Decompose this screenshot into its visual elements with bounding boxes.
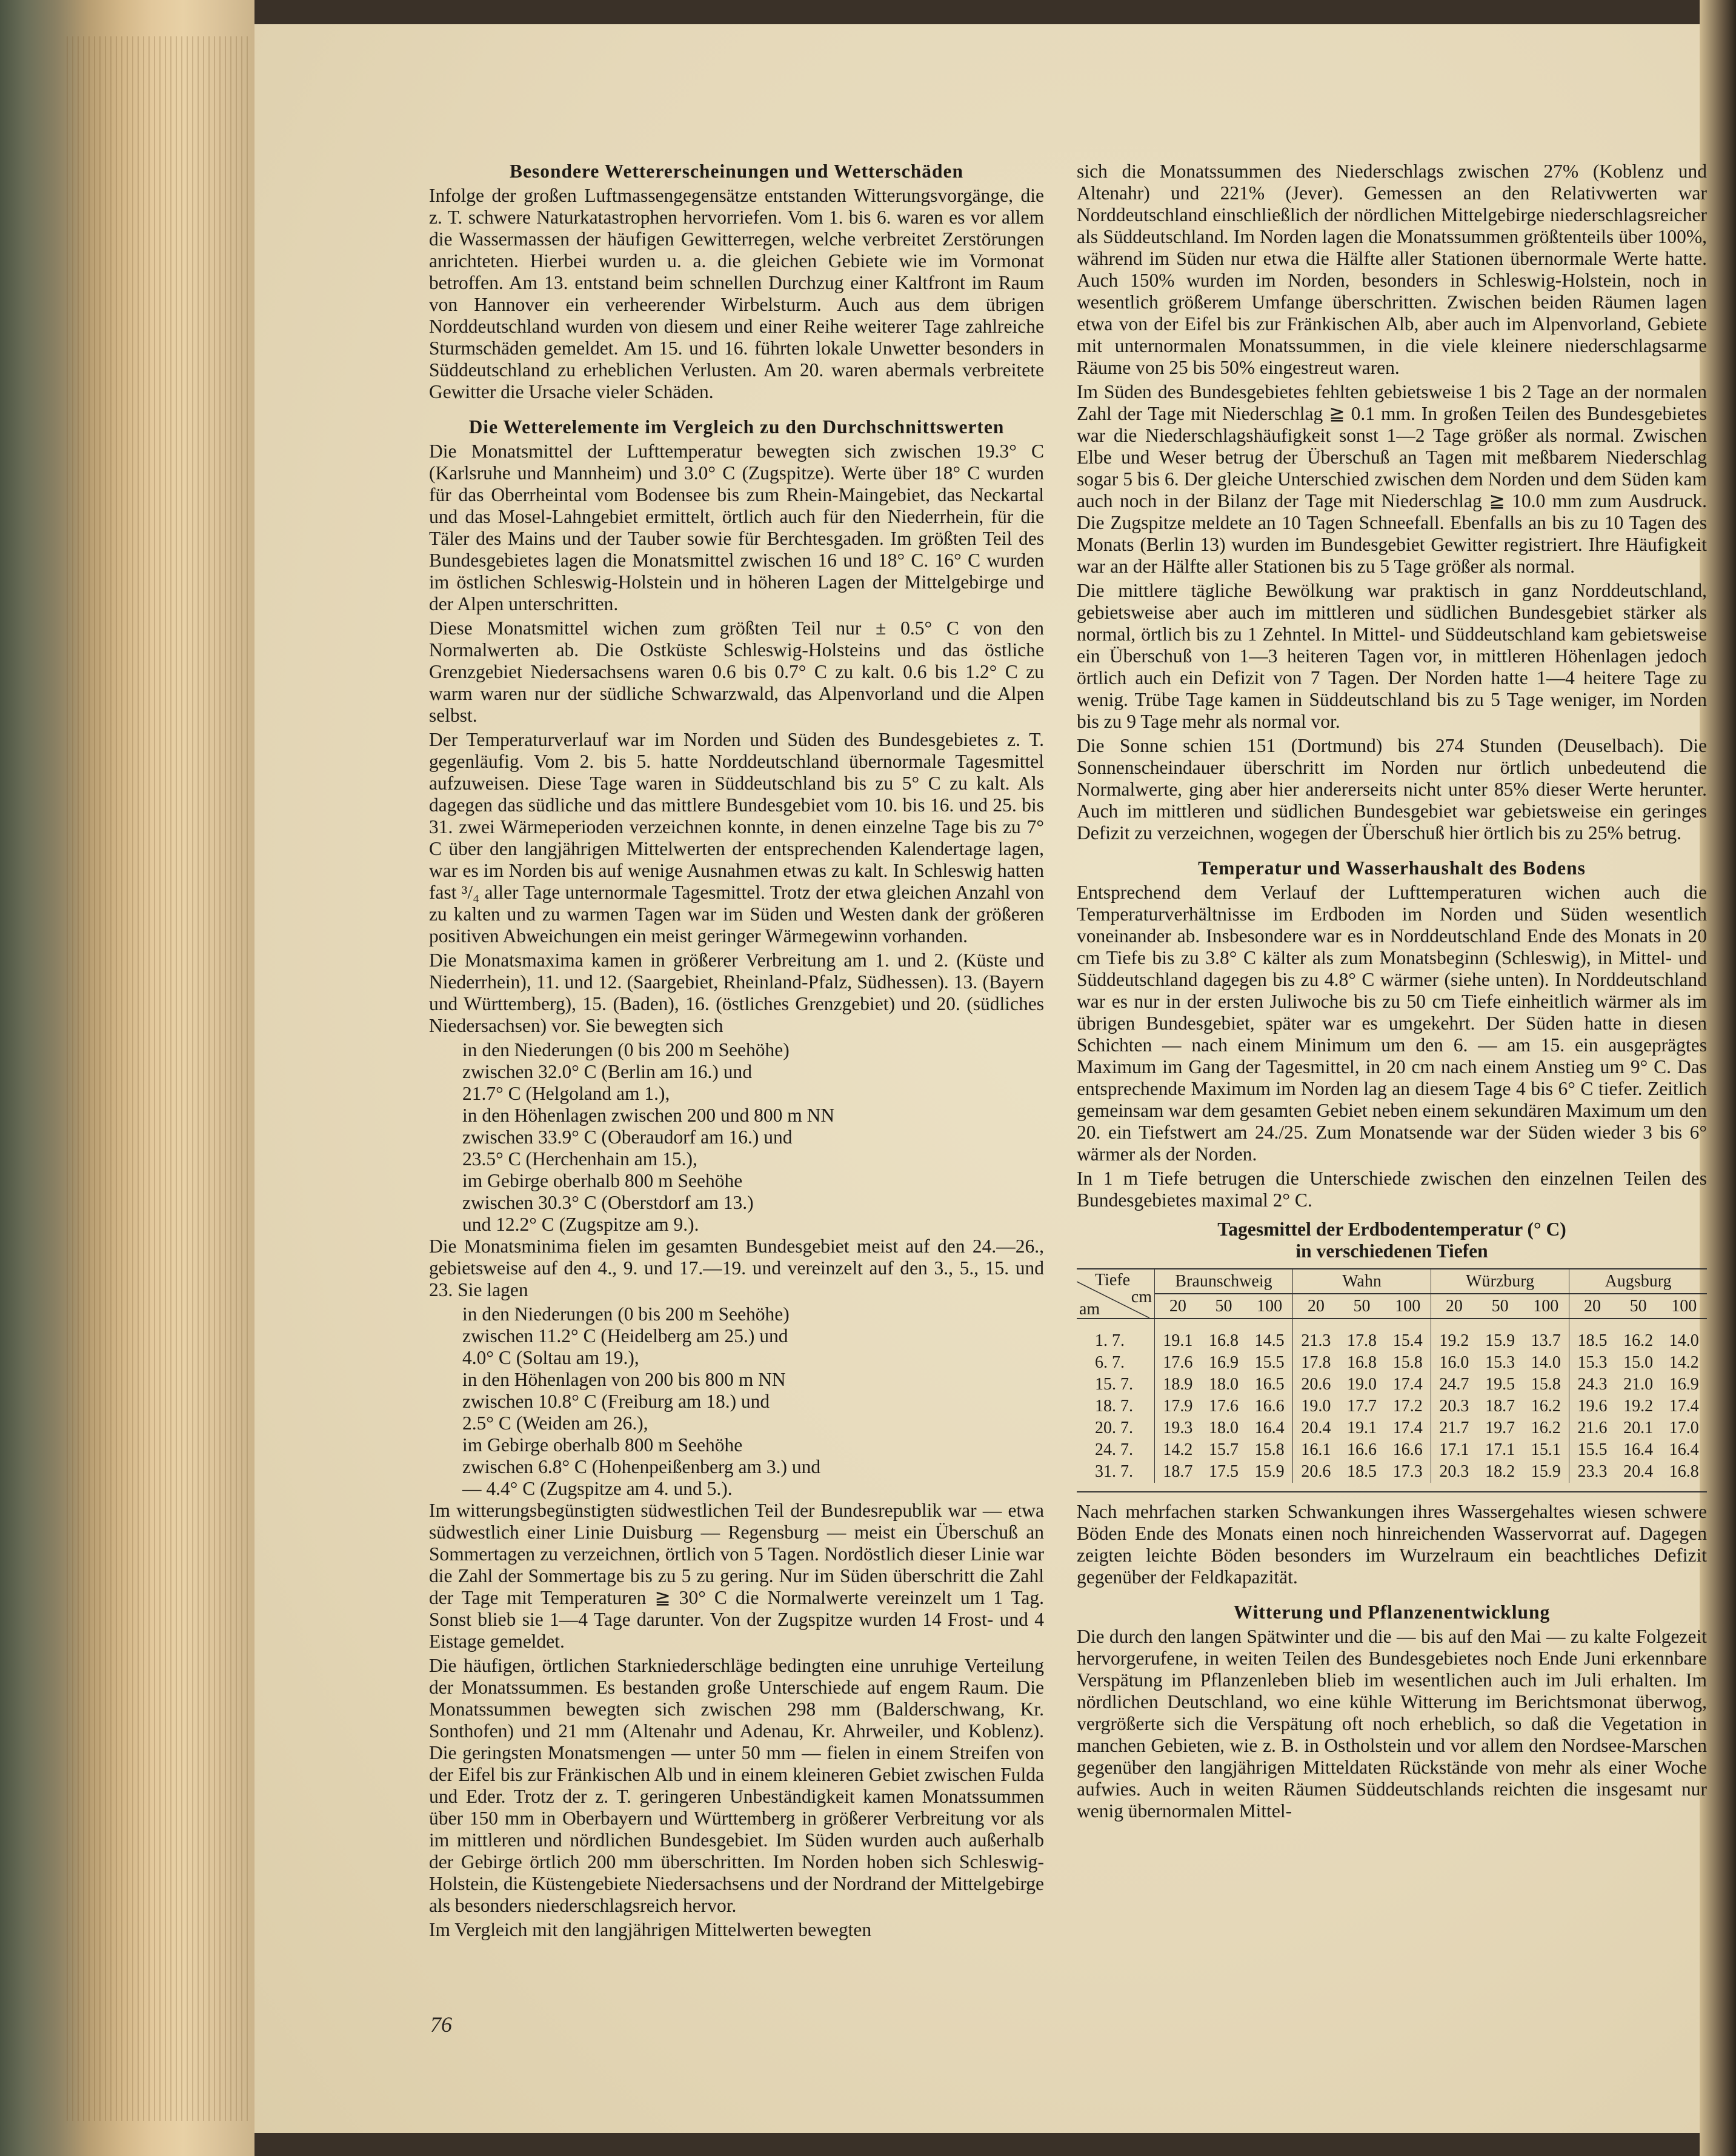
temperature-cell: 16.6 <box>1347 1440 1377 1459</box>
temperature-cell: 16.8 <box>1209 1331 1239 1350</box>
section-heading: Witterung und Pflanzenentwicklung <box>1233 1602 1551 1623</box>
temperature-cell: 17.6 <box>1163 1353 1193 1372</box>
temperature-cell: 21.0 <box>1623 1375 1654 1394</box>
temperature-cell: 19.1 <box>1163 1331 1193 1350</box>
minima-list <box>429 1303 1044 1500</box>
temperature-cell: 16.6 <box>1254 1397 1285 1416</box>
temperature-cell: 17.7 <box>1347 1397 1377 1416</box>
section-heading: Temperatur und Wasserhaushalt des Bodens <box>1198 857 1586 879</box>
temperature-cell: 16.2 <box>1623 1331 1654 1350</box>
depth-header: 50 <box>1215 1296 1232 1316</box>
temperature-cell: 20.6 <box>1293 1374 1339 1396</box>
table-bottom-rule <box>1077 1491 1707 1492</box>
list-item: 4.0° C (Soltau am 19.), <box>462 1347 639 1368</box>
temperature-cell: 17.1 <box>1485 1440 1515 1459</box>
table-row <box>1077 1417 1707 1439</box>
page-number: 76 <box>430 2012 452 2037</box>
list-item: zwischen 32.0° C (Berlin am 16.) und <box>462 1061 753 1082</box>
temperature-cell: 19.2 <box>1623 1397 1654 1416</box>
temperature-cell: 14.0 <box>1669 1331 1699 1350</box>
temperature-cell: 15.4 <box>1392 1331 1423 1350</box>
depth-header: 100 <box>1671 1296 1697 1316</box>
temperature-cell: 16.2 <box>1531 1419 1561 1437</box>
temperature-cell: 17.4 <box>1669 1397 1699 1416</box>
date-cell: 20. 7. <box>1077 1417 1155 1439</box>
list-item: zwischen 6.8° C (Hohenpeißenberg am 3.) und <box>462 1456 821 1477</box>
temperature-cell: 17.3 <box>1392 1462 1423 1481</box>
date-cell: 15. 7. <box>1077 1374 1155 1396</box>
paragraph: Die Sonne schien 151 (Dortmund) bis 274 Stunden (Deuselbach). Die Sonnenscheindauer überschritt im Norden nur örtlich unbedeutend die Normalwerte, ging aber hier andererseits nicht unter 85% dieser Werte herunter. Auch im mittleren und südlichen Bundesgebiet war gebietsweise ein geringes Defizit zu verzeichnen, wogegen der Überschuß hier örtlich bis zu 25% betrug. <box>1077 735 1707 843</box>
temperature-cell: 15.9 <box>1254 1462 1285 1481</box>
maxima-list <box>429 1039 1044 1236</box>
table-row <box>1077 1461 1707 1483</box>
temperature-cell: 14.5 <box>1254 1331 1285 1350</box>
list-item: in den Niederungen (0 bis 200 m Seehöhe) <box>462 1303 790 1325</box>
temperature-cell: 18.7 <box>1163 1462 1193 1481</box>
temperature-cell: 20.4 <box>1293 1417 1339 1439</box>
temperature-cell: 19.3 <box>1163 1419 1193 1437</box>
depth-header: 50 <box>1353 1296 1371 1316</box>
temperature-cell: 20.1 <box>1623 1419 1654 1437</box>
table-row <box>1077 1374 1707 1396</box>
temperature-cell: 15.8 <box>1392 1353 1423 1372</box>
temperature-cell: 16.0 <box>1431 1352 1477 1374</box>
list-item: im Gebirge oberhalb 800 m Seehöhe <box>462 1434 743 1456</box>
paragraph: Entsprechend dem Verlauf der Lufttemperaturen wichen auch die Temperaturverhältnisse im Erdboden im Norden und Süden wesentlich voneinander ab. Insbesondere war es in Norddeutschland Ende des Monats in 20 cm Tiefe bis zu 3.8° C kälter als zum Monatsbeginn (Schleswig), in Mittel- und Süddeutschland dagegen bis zu 4.8° C wärmer (siehe unten). In Norddeutschland war es nur in der ersten Juliwoche bis zu 50 cm Tiefe einheitlich wärmer als im übrigen Bundesgebiet, später war es umgekehrt. Der Süden hatte in diesen Schichten — nach einem Minimum um den 6. — am 15. ein ausgeprägtes Maximum im Gang der Tagesmittel, in 20 cm nach einem Anstieg um 9° C. Das entsprechende Maximum im Norden lag an diesem Tage 4 bis 6° C tiefer. Zeitlich gemeinsam war dem gesamten Gebiet neben einem sekundären Maximum um den 20. ein Tiefstwert am 24./25. Zum Monatsende war der Süden wieder 3 bis 6° wärmer als der Norden. <box>1077 882 1707 1165</box>
table-corner-cell <box>1077 1269 1155 1319</box>
book-page <box>254 24 1707 2133</box>
temperature-cell: 18.5 <box>1347 1462 1377 1481</box>
list-item: zwischen 10.8° C (Freiburg am 18.) und <box>462 1391 770 1412</box>
soil-temperature-table <box>1077 1268 1707 1483</box>
temperature-cell: 17.1 <box>1431 1439 1477 1461</box>
depth-header: 50 <box>1629 1296 1647 1316</box>
list-item: — 4.4° C (Zugspitze am 4. und 5.). <box>462 1478 733 1499</box>
paragraph: Im Süden des Bundesgebietes fehlten gebietsweise 1 bis 2 Tage an der normalen Zahl der Tage mit Niederschlag ≧ 0.1 mm. In großen Teilen des Bundesgebietes war die Niederschlagshäufigkeit sonst 1—2 Tage größer als normal. Zwischen Elbe und Weser betrug der Überschuß an Tagen mit meßbarem Niederschlag sogar 5 bis 6. Der gleiche Unterschied zwischen dem Norden und dem Süden kam auch noch in der Bilanz der Tage mit Niederschlag ≧ 10.0 mm zum Ausdruck. Die Zugspitze meldete an 10 Tagen Schneefall. Ebenfalls an bis zu 10 Tagen des Monats (Berlin 13) wurden im Bundesgebiet Gewitter registriert. Ihre Häufigkeit war an der Hälfte aller Stationen bis zu 5 Tage größer als normal. <box>1077 381 1707 577</box>
table-title: Tagesmittel der Erdbodentemperatur (° C) <box>1217 1219 1566 1240</box>
section-heading: Besondere Wettererscheinungen und Wetterschäden <box>509 161 964 182</box>
temperature-cell: 15.7 <box>1209 1440 1239 1459</box>
date-cell: 18. 7. <box>1077 1396 1155 1417</box>
temperature-cell: 20.3 <box>1431 1461 1477 1483</box>
table-subtitle: in verschiedenen Tiefen <box>1295 1240 1488 1262</box>
date-cell: 6. 7. <box>1077 1352 1155 1374</box>
temperature-cell: 18.0 <box>1209 1375 1239 1394</box>
depth-header: 20 <box>1293 1294 1339 1319</box>
book-page-edges <box>0 0 254 2156</box>
temperature-cell: 15.3 <box>1485 1353 1515 1372</box>
depth-header: 100 <box>1395 1296 1421 1316</box>
temperature-cell: 13.7 <box>1531 1331 1561 1350</box>
paragraph: sich die Monatssummen des Niederschlags zwischen 27% (Koblenz und Altenahr) und 221% (Jever). Gemessen an den Relativwerten war Norddeutschland einschließlich der nördlichen Mittelgebirge niederschlagsreicher als Süddeutschland. Im Norden lagen die Monatssummen größtenteils über 100%, während im Süden nur etwa die Hälfte aller Stationen übernormale Werte hatte. Auch 150% wurden im Norden, besonders in Schleswig-Holstein, noch in wesentlich größerem Umfange überschritten. Zwischen beiden Räumen lagen etwa von der Eifel bis zur Fränkischen Alb, aber auch im Alpenvorland, Gebiete mit unternormalen Monatssummen, in die viele kleinere niederschlagsarme Räume von 25 bis 50% eingestreut waren. <box>1077 161 1707 378</box>
temperature-cell: 18.2 <box>1485 1462 1515 1481</box>
left-column <box>429 161 1044 1943</box>
list-item: in den Höhenlagen zwischen 200 und 800 m NN <box>462 1105 835 1126</box>
temperature-cell: 17.0 <box>1669 1419 1699 1437</box>
temperature-cell: 18.7 <box>1485 1397 1515 1416</box>
paragraph: Der Temperaturverlauf war im Norden und Süden des Bundesgebietes z. T. gegenläufig. Vom 2. bis 5. hatte Norddeutschland übernormale Tagesmittel aufzuweisen. Diese Tage waren in Süddeutschland bis zu 5° C zu kalt. Als dagegen das südliche und das mittlere Bundesgebiet vom 10. bis 16. und 25. bis 31. zwei Wärmeperioden verzeichnen konnte, in denen einzelne Tage bis zu 7° C über den langjährigen Mittelwerten der entsprechenden Kalendertage lagen, war es im Norden bis auf wenige Ausnahmen etwas zu kalt. In Schleswig hatten fast ³/₄ aller Tage unternormale Tagesmittel. Trotz der etwa gleichen Anzahl von zu kalten und zu warmen Tagen war im Süden und Westen dank der größeren positiven Abweichungen ein meist geringer Wärmegewinn vorhanden. <box>429 729 1044 947</box>
depth-header: 20 <box>1431 1294 1477 1319</box>
date-cell: 24. 7. <box>1077 1439 1155 1461</box>
temperature-cell: 19.0 <box>1293 1396 1339 1417</box>
temperature-cell: 17.9 <box>1163 1397 1193 1416</box>
temperature-cell: 19.5 <box>1485 1375 1515 1394</box>
temperature-cell: 17.4 <box>1392 1375 1423 1394</box>
temperature-cell: 14.0 <box>1531 1353 1561 1372</box>
temperature-cell: 24.3 <box>1569 1374 1615 1396</box>
temperature-cell: 15.9 <box>1531 1462 1561 1481</box>
paragraph: Die häufigen, örtlichen Starkniederschläge bedingten eine unruhige Verteilung der Monatssummen. Es bestanden große Unterschiede auf engem Raum. Die Monatssummen bewegten sich zwischen 298 mm (Balderschwang, Kr. Sonthofen) und 21 mm (Altenahr und Adenau, Kr. Ahrweiler, und Koblenz). Die geringsten Monatsmengen — unter 50 mm — fielen in einem Streifen von der Eifel bis zur Fränkischen Alb und in einem kleineren Gebiet zwischen Fulda und Eder. Trotz der z. T. geringeren Unbeständigkeit kamen Monatssummen über 150 mm in Oberbayern und Württemberg in größerer Verbreitung vor als im mittleren und nördlichen Bundesgebiet. Im Süden wurden auch außerhalb der Gebirge örtlich 200 mm überschritten. Im Norden hoben sich Schleswig-Holstein, die Küstengebiete Niedersachsens und der Nordrand der Mittelgebirge als besonders niederschlagsreich hervor. <box>429 1655 1044 1916</box>
temperature-cell: 15.1 <box>1531 1440 1561 1459</box>
list-item: zwischen 30.3° C (Oberstdorf am 13.) <box>462 1192 754 1213</box>
temperature-cell: 17.2 <box>1392 1397 1423 1416</box>
date-cell: 31. 7. <box>1077 1461 1155 1483</box>
temperature-cell: 20.4 <box>1623 1462 1654 1481</box>
paragraph: Die Monatsminima fielen im gesamten Bundesgebiet meist auf den 24.—26., gebietsweise auf den 4., 9. und 17.—19. und vereinzelt auf den 3., 5., 15. und 23. Sie lagen <box>429 1236 1044 1300</box>
temperature-cell: 19.6 <box>1569 1396 1615 1417</box>
list-item: 21.7° C (Helgoland am 1.), <box>462 1083 670 1104</box>
corner-unit-label: cm <box>1131 1288 1152 1306</box>
temperature-cell: 14.2 <box>1163 1440 1193 1459</box>
temperature-cell: 20.3 <box>1431 1396 1477 1417</box>
temperature-cell: 15.9 <box>1485 1331 1515 1350</box>
temperature-cell: 15.5 <box>1569 1439 1615 1461</box>
temperature-cell: 21.6 <box>1569 1417 1615 1439</box>
table-row <box>1077 1396 1707 1417</box>
temperature-cell: 15.8 <box>1254 1440 1285 1459</box>
section-heading: Die Wetterelemente im Vergleich zu den Durchschnittswerten <box>468 416 1005 438</box>
station-header: Braunschweig <box>1155 1269 1293 1294</box>
temperature-cell: 17.4 <box>1392 1419 1423 1437</box>
corner-top-label: Tiefe <box>1095 1271 1131 1289</box>
temperature-cell: 16.4 <box>1623 1440 1654 1459</box>
temperature-cell: 15.8 <box>1531 1375 1561 1394</box>
temperature-cell: 16.8 <box>1669 1462 1699 1481</box>
list-item: zwischen 11.2° C (Heidelberg am 25.) und <box>462 1325 788 1346</box>
temperature-cell: 16.4 <box>1254 1419 1285 1437</box>
list-item: zwischen 33.9° C (Oberaudorf am 16.) und <box>462 1126 793 1148</box>
temperature-cell: 17.5 <box>1209 1462 1239 1481</box>
corner-bottom-label: am <box>1079 1300 1100 1319</box>
temperature-cell: 16.2 <box>1531 1397 1561 1416</box>
temperature-cell: 17.8 <box>1293 1352 1339 1374</box>
depth-header: 20 <box>1169 1296 1186 1316</box>
temperature-cell: 15.5 <box>1254 1353 1285 1372</box>
table-row <box>1077 1352 1707 1374</box>
temperature-cell: 21.3 <box>1293 1319 1339 1352</box>
station-header: Würzburg <box>1431 1269 1569 1294</box>
temperature-cell: 17.8 <box>1347 1331 1377 1350</box>
list-item: in den Niederungen (0 bis 200 m Seehöhe) <box>462 1039 790 1060</box>
paragraph: Nach mehrfachen starken Schwankungen ihres Wassergehaltes wiesen schwere Böden Ende des Monats einen noch hinreichenden Wasservorrat auf. Dagegen zeigten leichte Böden besonders im Wurzelraum ein beachtliches Defizit gegenüber der Feldkapazität. <box>1077 1501 1707 1588</box>
temperature-cell: 15.3 <box>1569 1352 1615 1374</box>
temperature-cell: 20.6 <box>1293 1461 1339 1483</box>
date-cell: 1. 7. <box>1077 1319 1155 1352</box>
paragraph: Infolge der großen Luftmassengegensätze entstanden Witterungsvorgänge, die z. T. schwere Naturkatastrophen hervorriefen. Vom 1. bis 6. waren es vor allem die Wassermassen der häufigen Gewitterregen, welche verbreitet Zerstörungen anrichteten. Hierbei wurden u. a. die gleichen Gebiete wie im Vormonat betroffen. Am 13. entstand beim schnellen Durchzug einer Kaltfront im Raum von Hannover ein verheerender Wirbelsturm. Auch aus dem übrigen Norddeutschland wurden von diesem und einer Reihe weiterer Tage zahlreiche Sturmschäden gemeldet. Am 15. und 16. führten lokale Unwetter besonders in Süddeutschland zu erheblichen Verlusten. Am 20. waren abermals verbreitete Gewitter die Ursache vieler Schäden. <box>429 185 1044 402</box>
table-row <box>1077 1439 1707 1461</box>
temperature-cell: 16.9 <box>1669 1375 1699 1394</box>
temperature-cell: 17.6 <box>1209 1397 1239 1416</box>
temperature-cell: 18.0 <box>1209 1419 1239 1437</box>
table-row <box>1077 1319 1707 1352</box>
paragraph: Die Monatsmittel der Lufttemperatur bewegten sich zwischen 19.3° C (Karlsruhe und Mannheim) und 3.0° C (Zugspitze). Werte über 18° C wurden für das Oberrheintal vom Bodensee bis zum Rhein-Maingebiet, das Neckartal und das Mosel-Lahngebiet ermittelt, örtlich auch für den Niederrhein, für die Täler des Mains und der Tauber sowie für Berchtesgaden. Im größten Teil des Bundesgebietes lagen die Monatsmittel zwischen 16 und 18° C. 16° C wurden im östlichen Schleswig-Holstein und in höheren Lagen der Mittelgebirge und der Alpen unterschritten. <box>429 441 1044 614</box>
list-item: in den Höhenlagen von 200 bis 800 m NN <box>462 1369 786 1390</box>
temperature-cell: 19.1 <box>1347 1419 1377 1437</box>
temperature-cell: 16.5 <box>1254 1375 1285 1394</box>
temperature-cell: 16.8 <box>1347 1353 1377 1372</box>
paragraph: Die mittlere tägliche Bewölkung war praktisch in ganz Norddeutschland, gebietsweise aber auch im mittleren und südlichen Bundesgebiet stärker als normal, örtlich bis zu 1 Zehntel. In Mittel- und Süddeutschland kam gebietsweise ein Überschuß von 1—3 heiteren Tagen vor, in mittleren Höhenlagen jedoch örtlich auch ein Defizit von 7 Tagen. Der Norden hatte 1—4 heitere Tage zu wenig. Trübe Tage kamen in Süddeutschland bis zu 5 Tage weniger, im Norden bis zu 9 Tage mehr als normal vor. <box>1077 580 1707 732</box>
temperature-cell: 18.5 <box>1569 1319 1615 1352</box>
depth-header: 20 <box>1569 1294 1615 1319</box>
depth-header: 100 <box>1257 1296 1283 1316</box>
page-edge-lines <box>67 36 248 2121</box>
paragraph: In 1 m Tiefe betrugen die Unterschiede zwischen den einzelnen Teilen des Bundesgebietes maximal 2° C. <box>1077 1168 1707 1211</box>
station-header: Wahn <box>1293 1269 1431 1294</box>
temperature-cell: 15.0 <box>1623 1353 1654 1372</box>
temperature-cell: 16.6 <box>1392 1440 1423 1459</box>
list-item: im Gebirge oberhalb 800 m Seehöhe <box>462 1170 743 1191</box>
temperature-cell: 21.7 <box>1431 1417 1477 1439</box>
temperature-cell: 19.2 <box>1431 1319 1477 1352</box>
list-item: 2.5° C (Weiden am 26.), <box>462 1412 648 1434</box>
list-item: und 12.2° C (Zugspitze am 9.). <box>462 1214 699 1235</box>
paragraph: Im witterungsbegünstigten südwestlichen Teil der Bundesrepublik war — etwa südwestlich einer Linie Duisburg — Regensburg — meist ein Überschuß an Sommertagen zu verzeichnen, örtlich von 5 Tagen. Nordöstlich dieser Linie war die Zahl der Sommertage bis zu 5 zu gering. Nur im Süden überschritt die Zahl der Tage mit Temperaturen ≧ 30° C die Normalwerte vereinzelt um 1 Tag. Sonst blieb sie 1—4 Tage darunter. Von der Zugspitze wurden 14 Frost- und 4 Eistage gemeldet. <box>429 1500 1044 1652</box>
paragraph: Diese Monatsmittel wichen zum größten Teil nur ± 0.5° C von den Normalwerten ab. Die Ostküste Schleswig-Holsteins und das östliche Grenzgebiet Niedersachsens waren 0.6 bis 0.7° C zu kalt. 0.6 bis 1.2° C zu warm waren nur der südliche Schwarzwald, das Alpenvorland und die Alpen selbst. <box>429 617 1044 726</box>
temperature-cell: 24.7 <box>1431 1374 1477 1396</box>
temperature-cell: 16.1 <box>1293 1439 1339 1461</box>
temperature-cell: 18.9 <box>1163 1375 1193 1394</box>
right-column <box>1077 161 1707 1825</box>
station-header: Augsburg <box>1569 1269 1707 1294</box>
depth-header-row <box>1077 1294 1707 1319</box>
paragraph: Die durch den langen Spätwinter und die — bis auf den Mai — zu kalte Folgezeit hervorgerufene, in weiten Teilen des Bundesgebietes noch Ende Juni erkennbare Verspätung im Pflanzenleben blieb im wesentlichen auch im Juli erhalten. Im nördlichen Deutschland, wo eine kühle Witterung im Berichtsmonat überwog, vergrößerte sich die Verspätung oft noch erheblich, so daß die Vegetation in manchen Gebieten, wie z. B. in Ostholstein und vor allem den Nordsee-Marschen gegenüber den langjährigen Mitteldaten Rückstände von mehr als einer Woche aufwies. Auch in weiten Räumen Süddeutschlands reichten die insgesamt nur wenig übernormalen Mittel- <box>1077 1626 1707 1822</box>
depth-header: 50 <box>1491 1296 1509 1316</box>
paragraph: Die Monatsmaxima kamen in größerer Verbreitung am 1. und 2. (Küste und Niederrhein), 11. und 12. (Saargebiet, Rheinland-Pfalz, Südhessen). 13. (Bayern und Württemberg), 15. (Baden), 16. (östliches Grenzgebiet) und 20. (südliches Niedersachsen) vor. Sie bewegten sich <box>429 950 1044 1036</box>
paragraph: Im Vergleich mit den langjährigen Mittelwerten bewegten <box>429 1919 872 1940</box>
temperature-cell: 14.2 <box>1669 1353 1699 1372</box>
table-body <box>1077 1319 1707 1483</box>
temperature-cell: 16.9 <box>1209 1353 1239 1372</box>
list-item: 23.5° C (Herchenhain am 15.), <box>462 1148 697 1169</box>
temperature-cell: 19.7 <box>1485 1419 1515 1437</box>
temperature-cell: 16.4 <box>1669 1440 1699 1459</box>
temperature-cell: 19.0 <box>1347 1375 1377 1394</box>
temperature-cell: 23.3 <box>1569 1461 1615 1483</box>
depth-header: 100 <box>1533 1296 1559 1316</box>
